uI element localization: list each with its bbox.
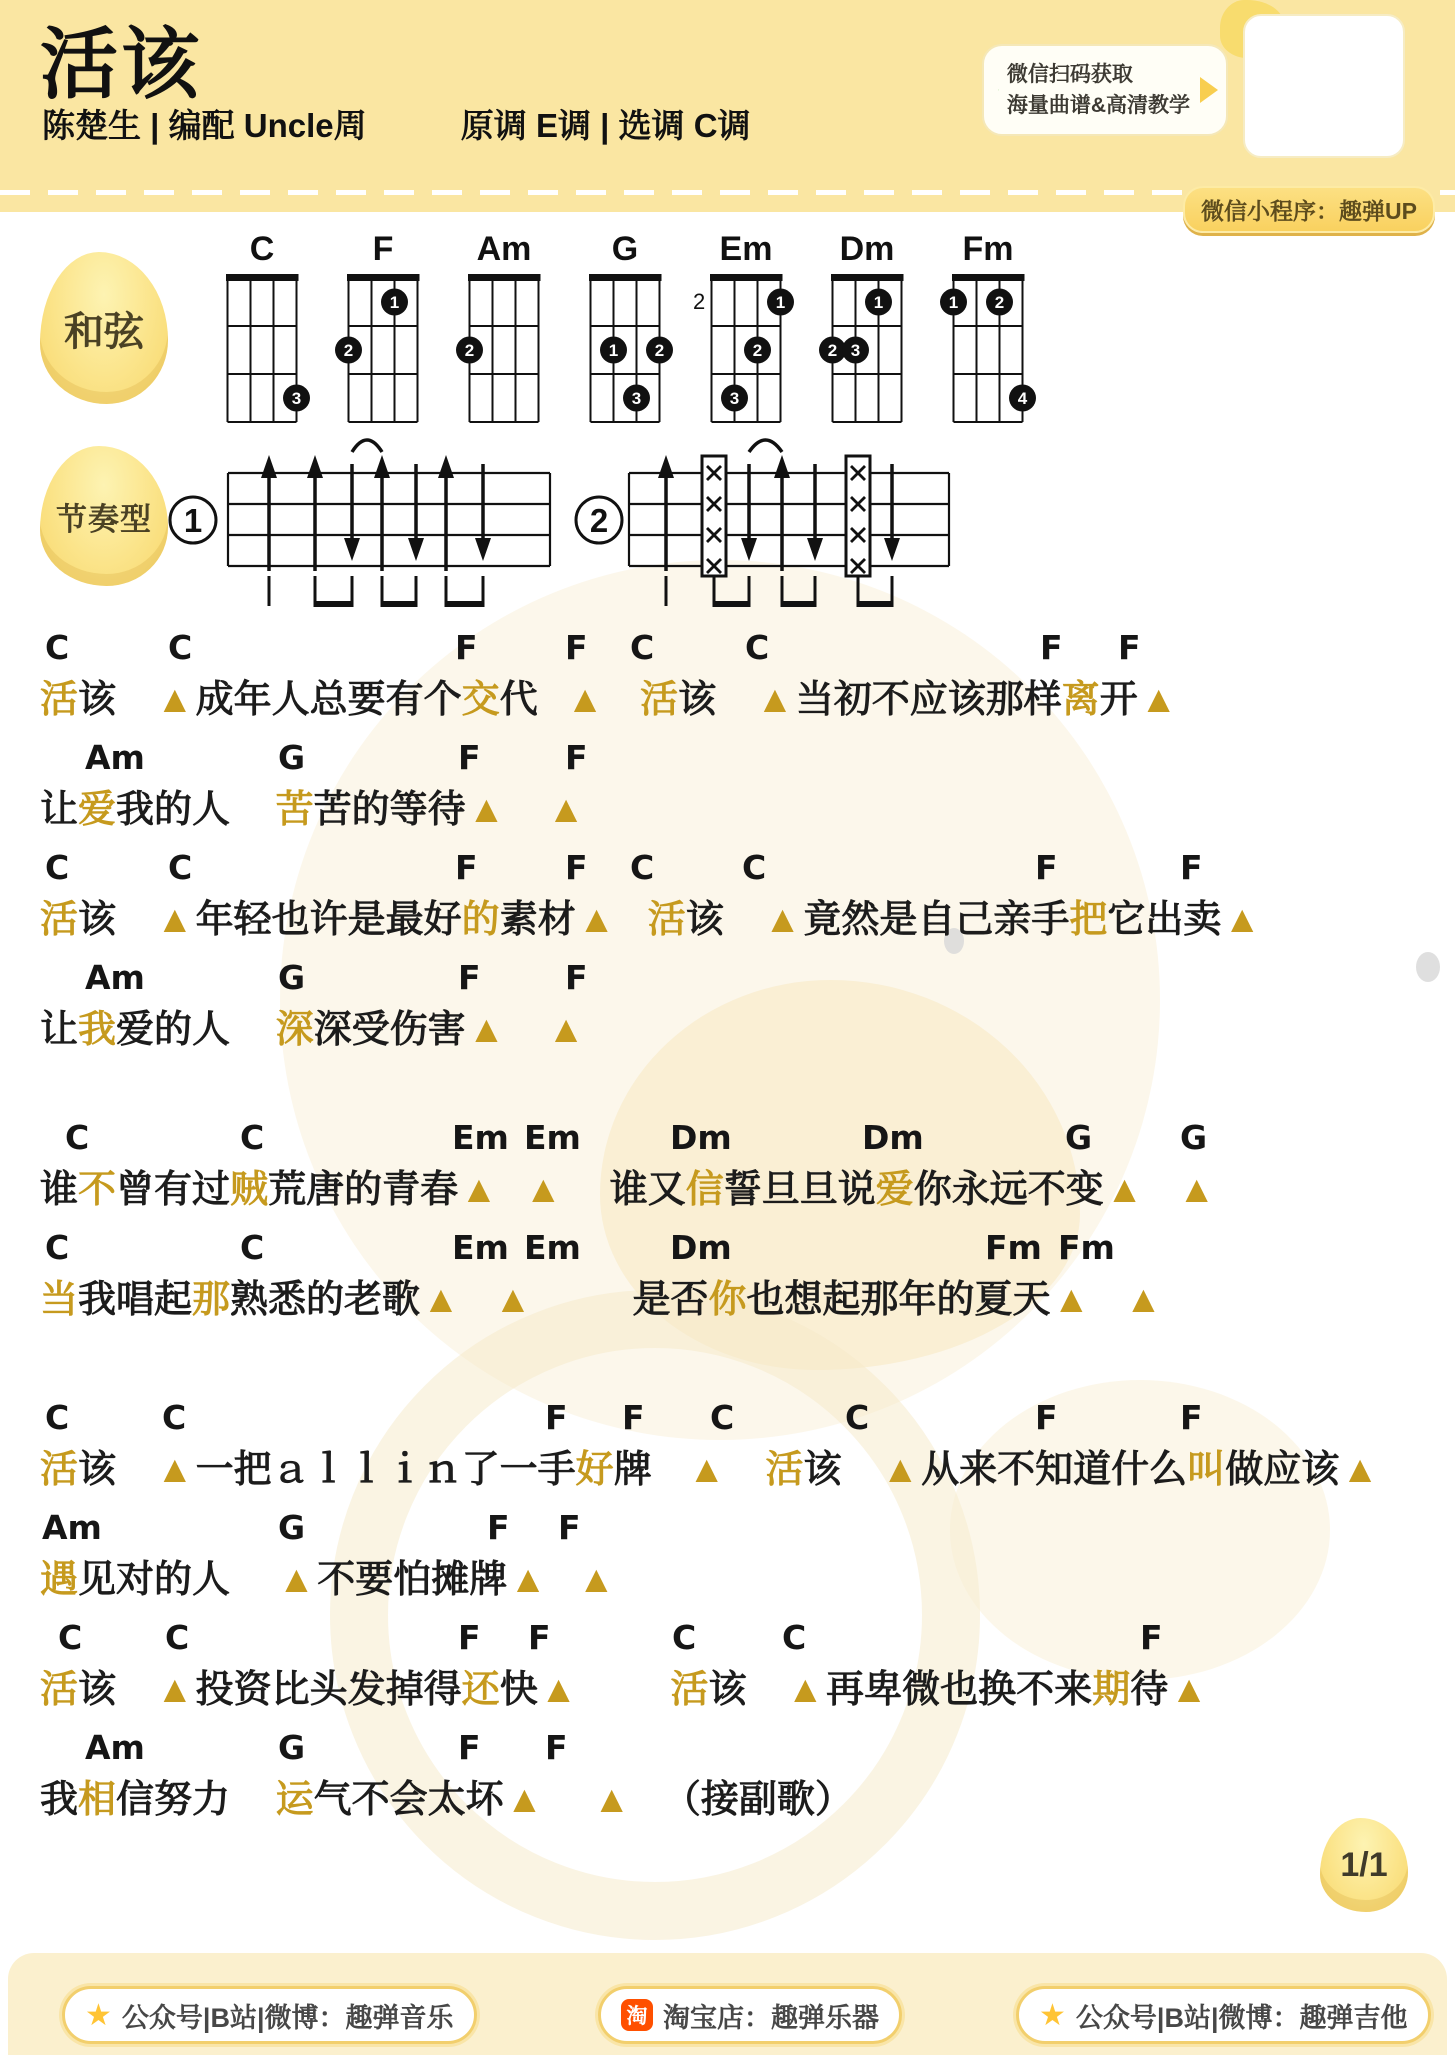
lyric-token: 快: [499, 1669, 538, 1711]
star-icon: ★: [1039, 1998, 1066, 2032]
lyric-token: 让: [40, 789, 79, 831]
lyric-token: 深: [275, 1009, 314, 1051]
strum-triangle: ▲: [524, 1169, 563, 1211]
svg-text:1: 1: [183, 502, 203, 539]
lyric-token: 我: [78, 1009, 117, 1051]
svg-text:3: 3: [729, 389, 740, 408]
lyric-token: 你: [708, 1279, 747, 1321]
svg-text:1: 1: [873, 293, 884, 312]
chord-label: F: [565, 958, 588, 997]
lyric-token: （接副歌）: [662, 1779, 853, 1821]
miniprogram-pill[interactable]: 微信小程序：趣弹UP: [1183, 186, 1435, 233]
strum-triangle: ▲: [494, 1279, 532, 1321]
lyric-token: 不要怕摊牌: [317, 1559, 508, 1601]
rhythm-pattern-2: [566, 428, 966, 623]
strum-triangle: ▲: [566, 679, 604, 721]
lyric-token: 运: [275, 1779, 314, 1821]
lyric-token: 那: [192, 1279, 231, 1321]
strum-triangle: ▲: [786, 1669, 825, 1711]
lyric-token: 的: [461, 899, 500, 941]
svg-text:2: 2: [654, 341, 665, 360]
chord-label: C: [845, 1398, 870, 1437]
chord-label: Am: [85, 1728, 145, 1767]
chord-label: C: [162, 1398, 187, 1437]
chord-label: G: [278, 738, 306, 777]
chord-diagram-Em: [690, 228, 800, 428]
chord-label: Em: [452, 1118, 509, 1157]
strum-triangle: ▲: [467, 1009, 506, 1051]
lyric-token: 让: [40, 1009, 79, 1051]
chord-label: C: [45, 848, 70, 887]
chord-label: Em: [524, 1118, 581, 1157]
chord-label: F: [622, 1398, 645, 1437]
svg-text:1: 1: [775, 293, 786, 312]
lyric-token: 爱: [875, 1169, 914, 1211]
strum-triangle: ▲: [547, 1009, 585, 1051]
chord-label: F: [458, 958, 481, 997]
lyric-token: 该: [78, 1669, 117, 1711]
chord-label: C: [240, 1228, 265, 1267]
chord-label: C: [65, 1118, 90, 1157]
svg-text:Dm: Dm: [839, 230, 895, 268]
svg-text:3: 3: [291, 389, 302, 408]
chord-label: C: [45, 628, 70, 667]
strum-triangle: ▲: [1124, 1279, 1163, 1321]
chord-label: C: [168, 628, 193, 667]
lyric-token: 活: [40, 679, 79, 721]
lyric-token: 信努力: [116, 1779, 231, 1821]
chord-label: C: [710, 1398, 735, 1437]
badge-text: 公众号|B站|微博：趣弹音乐: [121, 2002, 454, 2033]
lyric-token: 牌: [613, 1449, 652, 1491]
chord-label: Dm: [670, 1118, 732, 1157]
lyric-token: 曾有过: [116, 1169, 231, 1211]
chord-label: C: [630, 628, 655, 667]
lyric-token: 爱的人: [116, 1009, 231, 1051]
lyric-token: 开: [1099, 679, 1138, 721]
lyric-token: 活: [647, 899, 686, 941]
strum-triangle: ▲: [763, 899, 802, 941]
chord-label: Am: [85, 738, 145, 777]
chord-label: C: [168, 848, 193, 887]
strum-triangle: ▲: [422, 1279, 460, 1321]
lyric-token: 你永远不变: [913, 1169, 1104, 1211]
lyric-token: 当: [40, 1279, 79, 1321]
chord-label: F: [455, 848, 478, 887]
chord-label: G: [278, 1728, 306, 1767]
strum-triangle: ▲: [1177, 1169, 1216, 1211]
lyric-token: 我: [40, 1779, 79, 1821]
strum-triangle: ▲: [547, 789, 585, 831]
strum-triangle: ▲: [460, 1169, 498, 1211]
lyric-token: 气不会太坏: [313, 1779, 504, 1821]
chord-label: C: [745, 628, 770, 667]
chords-section-label: 和弦: [40, 252, 168, 404]
lyric-token: 它出卖: [1107, 899, 1222, 941]
chord-label: C: [165, 1618, 190, 1657]
chord-diagram-Am: [448, 228, 558, 428]
strum-triangle: ▲: [881, 1449, 920, 1491]
lyric-token: 活: [670, 1669, 709, 1711]
chord-label: C: [630, 848, 655, 887]
lyric-token: 我的人: [116, 789, 231, 831]
decor-dot: [1416, 952, 1440, 982]
lyric-token: 是否: [632, 1279, 709, 1321]
svg-text:1: 1: [389, 293, 400, 312]
svg-text:2: 2: [464, 341, 475, 360]
chord-label: F: [1140, 1618, 1163, 1657]
decor-dot: [944, 928, 964, 954]
chord-label: F: [565, 628, 588, 667]
chord-label: F: [458, 1618, 481, 1657]
chord-label: C: [58, 1618, 83, 1657]
lyric-token: 信: [685, 1169, 724, 1211]
chord-diagram-C: [206, 228, 316, 428]
chord-label: F: [458, 738, 481, 777]
strum-triangle: ▲: [539, 1669, 578, 1711]
chord-label: G: [1180, 1118, 1208, 1157]
lyric-token: 相: [78, 1779, 117, 1821]
chord-label: Am: [42, 1508, 102, 1547]
lyric-token: 一把ａｌｌｉｎ了一手: [195, 1449, 576, 1491]
chord-label: F: [565, 848, 588, 887]
chord-label: F: [1035, 848, 1058, 887]
watermark-ring: [330, 1290, 980, 1940]
chord-label: C: [45, 1228, 70, 1267]
strum-triangle: ▲: [1105, 1169, 1144, 1211]
chord-label: F: [455, 628, 478, 667]
strum-triangle: ▲: [577, 1559, 616, 1601]
chord-diagram-F: [327, 228, 437, 428]
lyric-token: 苦: [275, 789, 314, 831]
taobao-badge[interactable]: [598, 1986, 902, 2044]
badge-text: 淘宝店：趣弹乐器: [663, 2002, 879, 2033]
chord-label: F: [1040, 628, 1063, 667]
chord-diagram-Dm: [811, 228, 921, 428]
chord-label: Dm: [670, 1228, 732, 1267]
song-meta: [42, 100, 751, 147]
svg-text:Am: Am: [476, 230, 532, 268]
strum-triangle: ▲: [156, 1669, 194, 1711]
chord-label: Dm: [862, 1118, 924, 1157]
strum-triangle: ▲: [156, 679, 194, 721]
svg-text:4: 4: [1017, 389, 1028, 408]
lyric-token: 活: [765, 1449, 804, 1491]
rhythm-pattern-1: [160, 428, 560, 623]
social-badge-music[interactable]: [62, 1986, 477, 2044]
strum-triangle: ▲: [277, 1559, 316, 1601]
svg-text:3: 3: [850, 341, 861, 360]
svg-text:2: 2: [994, 293, 1005, 312]
lyric-token: 爱: [78, 789, 117, 831]
lyric-token: 把: [1069, 899, 1108, 941]
strum-triangle: ▲: [505, 1779, 544, 1821]
chord-label: F: [1180, 848, 1203, 887]
lyric-token: 誓旦旦说: [723, 1169, 876, 1211]
social-badge-guitar[interactable]: [1016, 1986, 1431, 2044]
chord-label: F: [1035, 1398, 1058, 1437]
chord-label: Em: [524, 1228, 581, 1267]
lyric-token: 该: [78, 1449, 117, 1491]
chord-label: Fm: [1058, 1228, 1115, 1267]
lyric-token: 期: [1092, 1669, 1131, 1711]
key-info: 原调 E调 | 选调 C调: [460, 107, 751, 144]
strum-triangle: ▲: [592, 1779, 631, 1821]
svg-text:F: F: [372, 230, 394, 268]
chord-label: C: [782, 1618, 807, 1657]
watermark-blob-2: [950, 1380, 1330, 1680]
arrow-right-icon: [1200, 77, 1218, 103]
chord-label: C: [240, 1118, 265, 1157]
lyric-token: 荒唐的青春: [268, 1169, 459, 1211]
chord-label: C: [742, 848, 767, 887]
lyric-token: 该: [78, 899, 117, 941]
lyric-token: 再卑微也换不来: [826, 1669, 1093, 1711]
qr-code[interactable]: [1243, 14, 1405, 158]
lyric-token: 成年人总要有个: [195, 679, 462, 721]
svg-text:1: 1: [948, 293, 959, 312]
badge-text: 公众号|B站|微博：趣弹吉他: [1075, 2002, 1408, 2033]
svg-text:3: 3: [631, 389, 642, 408]
lyric-token: 叫: [1187, 1449, 1226, 1491]
svg-text:G: G: [611, 230, 639, 268]
chord-label: G: [278, 1508, 306, 1547]
lyric-token: 年轻也许是最好: [195, 899, 462, 941]
header-band: [0, 0, 1455, 224]
lyric-token: 该: [708, 1669, 747, 1711]
lyric-token: 该: [685, 899, 724, 941]
lyric-token: 当初不应该那样: [795, 679, 1062, 721]
svg-text:1: 1: [608, 341, 619, 360]
svg-text:Fm: Fm: [962, 230, 1014, 268]
rhythm-section-label: 节奏型: [40, 446, 168, 586]
lyric-token: 活: [40, 899, 79, 941]
chord-diagram-Fm: [932, 228, 1042, 428]
lyric-token: 投资比头发掉得: [195, 1669, 462, 1711]
strum-triangle: ▲: [1223, 899, 1262, 941]
chord-label: F: [528, 1618, 551, 1657]
lyric-token: 好: [575, 1449, 614, 1491]
strum-triangle: ▲: [1139, 679, 1178, 721]
lyric-token: 活: [40, 1449, 79, 1491]
chord-label: F: [1118, 628, 1141, 667]
lyric-token: 见对的人: [78, 1559, 231, 1601]
lyric-token: 活: [640, 679, 679, 721]
lyric-token: 代: [499, 679, 538, 721]
lyric-token: 也想起那年的夏天: [746, 1279, 1051, 1321]
lyric-token: 该: [78, 679, 117, 721]
svg-text:2: 2: [693, 289, 706, 314]
lyric-token: 谁又: [609, 1169, 686, 1211]
strum-triangle: ▲: [756, 679, 794, 721]
chord-label: F: [558, 1508, 581, 1547]
lyric-token: 待: [1130, 1669, 1169, 1711]
wechat-scan-badge[interactable]: [982, 44, 1228, 136]
chord-label: G: [278, 958, 306, 997]
chord-label: F: [487, 1508, 510, 1547]
lyric-token: 深受伤害: [313, 1009, 466, 1051]
strum-triangle: ▲: [687, 1449, 726, 1491]
lyric-token: 活: [40, 1669, 79, 1711]
lyric-token: 离: [1061, 679, 1100, 721]
lyric-token: 该: [678, 679, 717, 721]
lyric-token: 谁: [40, 1169, 79, 1211]
chord-diagrams: [0, 228, 1455, 433]
strum-triangle: ▲: [467, 789, 506, 831]
svg-text:Em: Em: [719, 230, 773, 268]
lyric-token: 不: [78, 1169, 117, 1211]
chord-label: C: [672, 1618, 697, 1657]
lyric-token: 熟悉的老歌: [230, 1279, 421, 1321]
svg-text:2: 2: [343, 341, 354, 360]
svg-text:2: 2: [589, 502, 609, 539]
song-title: 活该: [40, 20, 203, 108]
strum-triangle: ▲: [156, 1449, 194, 1491]
chord-label: F: [1180, 1398, 1203, 1437]
lyric-token: 苦的等待: [313, 789, 466, 831]
rhythm-patterns: [0, 428, 1455, 623]
chord-label: Fm: [985, 1228, 1042, 1267]
svg-text:C: C: [249, 230, 275, 268]
star-icon: ★: [85, 1998, 112, 2032]
chord-label: G: [1065, 1118, 1093, 1157]
lyric-token: 素材: [499, 899, 576, 941]
taobao-icon: 淘: [621, 1999, 653, 2031]
chord-label: F: [565, 738, 588, 777]
lyric-token: 贼: [230, 1169, 269, 1211]
chord-label: F: [458, 1728, 481, 1767]
svg-text:2: 2: [752, 341, 763, 360]
lyric-token: 从来不知道什么: [921, 1449, 1188, 1491]
strum-triangle: ▲: [1052, 1279, 1091, 1321]
chord-label: F: [545, 1398, 568, 1437]
chord-label: F: [545, 1728, 568, 1767]
lyric-token: 交: [461, 679, 500, 721]
chord-diagram-G: [569, 228, 679, 428]
strum-triangle: ▲: [1170, 1669, 1208, 1711]
lyric-token: 遇: [40, 1559, 79, 1601]
strum-triangle: ▲: [577, 899, 616, 941]
wechat-icon: [998, 76, 999, 104]
svg-text:2: 2: [827, 341, 838, 360]
chord-label: Am: [85, 958, 145, 997]
lyric-token: 该: [803, 1449, 842, 1491]
chord-label: C: [45, 1398, 70, 1437]
chord-label: Em: [452, 1228, 509, 1267]
strum-triangle: ▲: [156, 899, 194, 941]
scan-tip-line2: 海量曲谱&高清教学: [1006, 94, 1190, 117]
strum-triangle: ▲: [509, 1559, 547, 1601]
lyric-token: 还: [461, 1669, 500, 1711]
page-number: 1/1: [1320, 1818, 1408, 1912]
scan-tip-line1: 微信扫码获取: [1006, 62, 1133, 86]
strum-triangle: ▲: [1341, 1449, 1379, 1491]
lyric-token: 我唱起: [78, 1279, 193, 1321]
lyric-token: 做应该: [1225, 1449, 1340, 1491]
artist-arranger: 陈楚生 | 编配 Uncle周: [42, 107, 367, 144]
lyric-token: 竟然是自己亲手: [803, 899, 1070, 941]
